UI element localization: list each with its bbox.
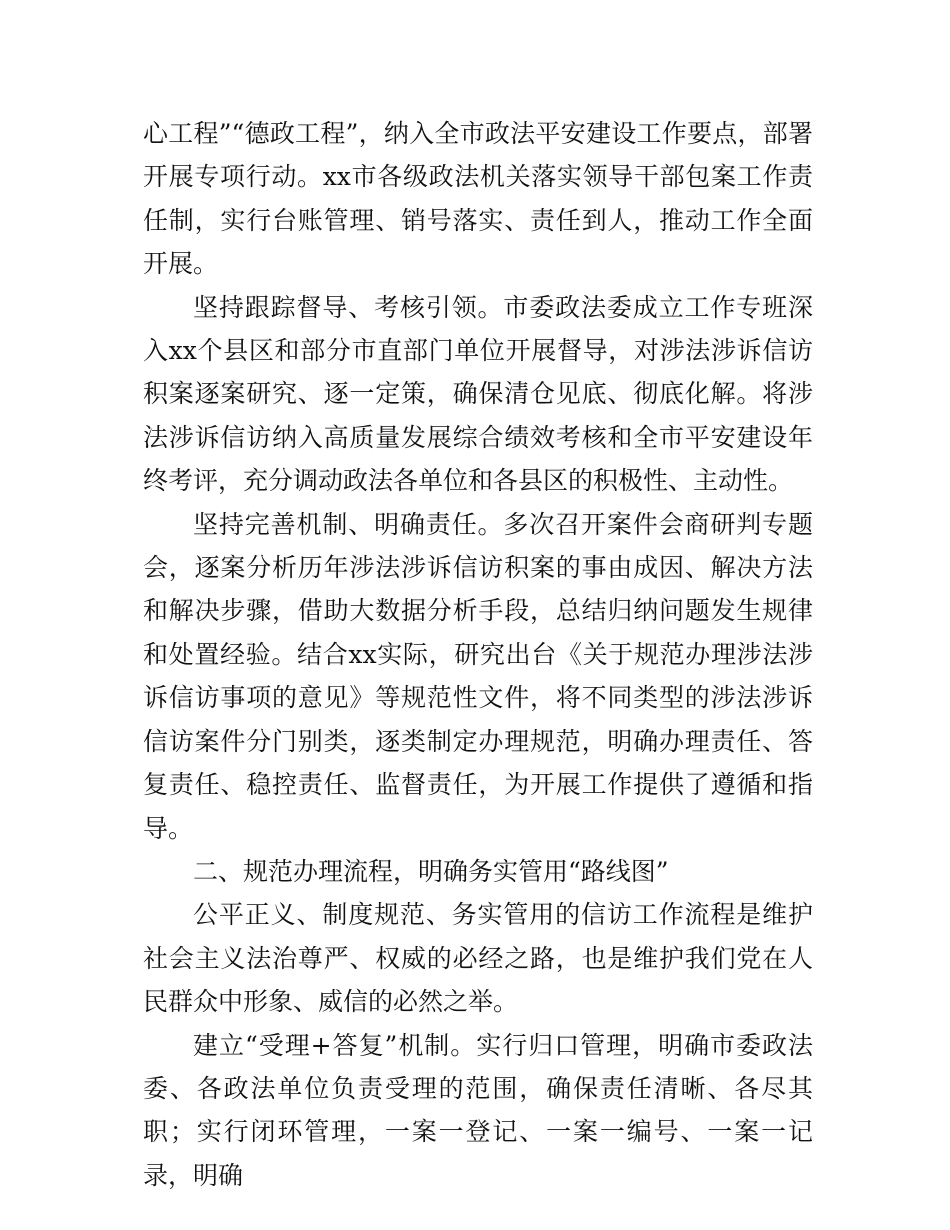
paragraph-acceptance: 建立“受理+答复”机制。实行归口管理，明确市委政法委、各政法单位负责受理的范围，确保责任清晰、各尽其职；实行闭环管理，一案一登记、一案一编号、一案一记录，明确: [143, 1030, 813, 1190]
section-heading: 二、规范办理流程，明确务实管用“路线图”: [193, 856, 669, 886]
paragraph-supervision: 坚持跟踪督导、考核引领。市委政法委成立工作专班深入xx个县区和部分市直部门单位开展督导，对涉法涉诉信访积案逐案研究、逐一定策，确保清仓见底、彻底化解。将涉法涉诉信访纳入高质量发展综合绩效考核和全市平安建设年终考评，充分调动政法各单位和各县区的积极性、主动性。: [143, 292, 813, 496]
paragraph-intro: 公平正义、制度规范、务实管用的信访工作流程是维护社会主义法治尊严、权威的必经之路，也是维护我们党在人民群众中形象、威信的必然之举。: [143, 900, 813, 1017]
paragraph-mechanism: 坚持完善机制、明确责任。多次召开案件会商研判专题会，逐案分析历年涉法涉诉信访积案的事由成因、解决方法和解决步骤，借助大数据分析手段，总结归纳问题发生规律和处置经验。结合xx实际，研究出台《关于规范办理涉法涉诉信访事项的意见》等规范性文件，将不同类型的涉法涉诉信访案件分门别类，逐类制定办理规范，明确办理责任、答复责任、稳控责任、监督责任，为开展工作提供了遵循和指导。: [143, 509, 813, 843]
paragraph-continuation: 心工程”“德政工程”，纳入全市政法平安建设工作要点，部署开展专项行动。xx市各级政法机关落实领导干部包案工作责任制，实行台账管理、销号落实、责任到人，推动工作全面开展。: [143, 119, 813, 279]
document-body: [143, 112, 813, 1197]
